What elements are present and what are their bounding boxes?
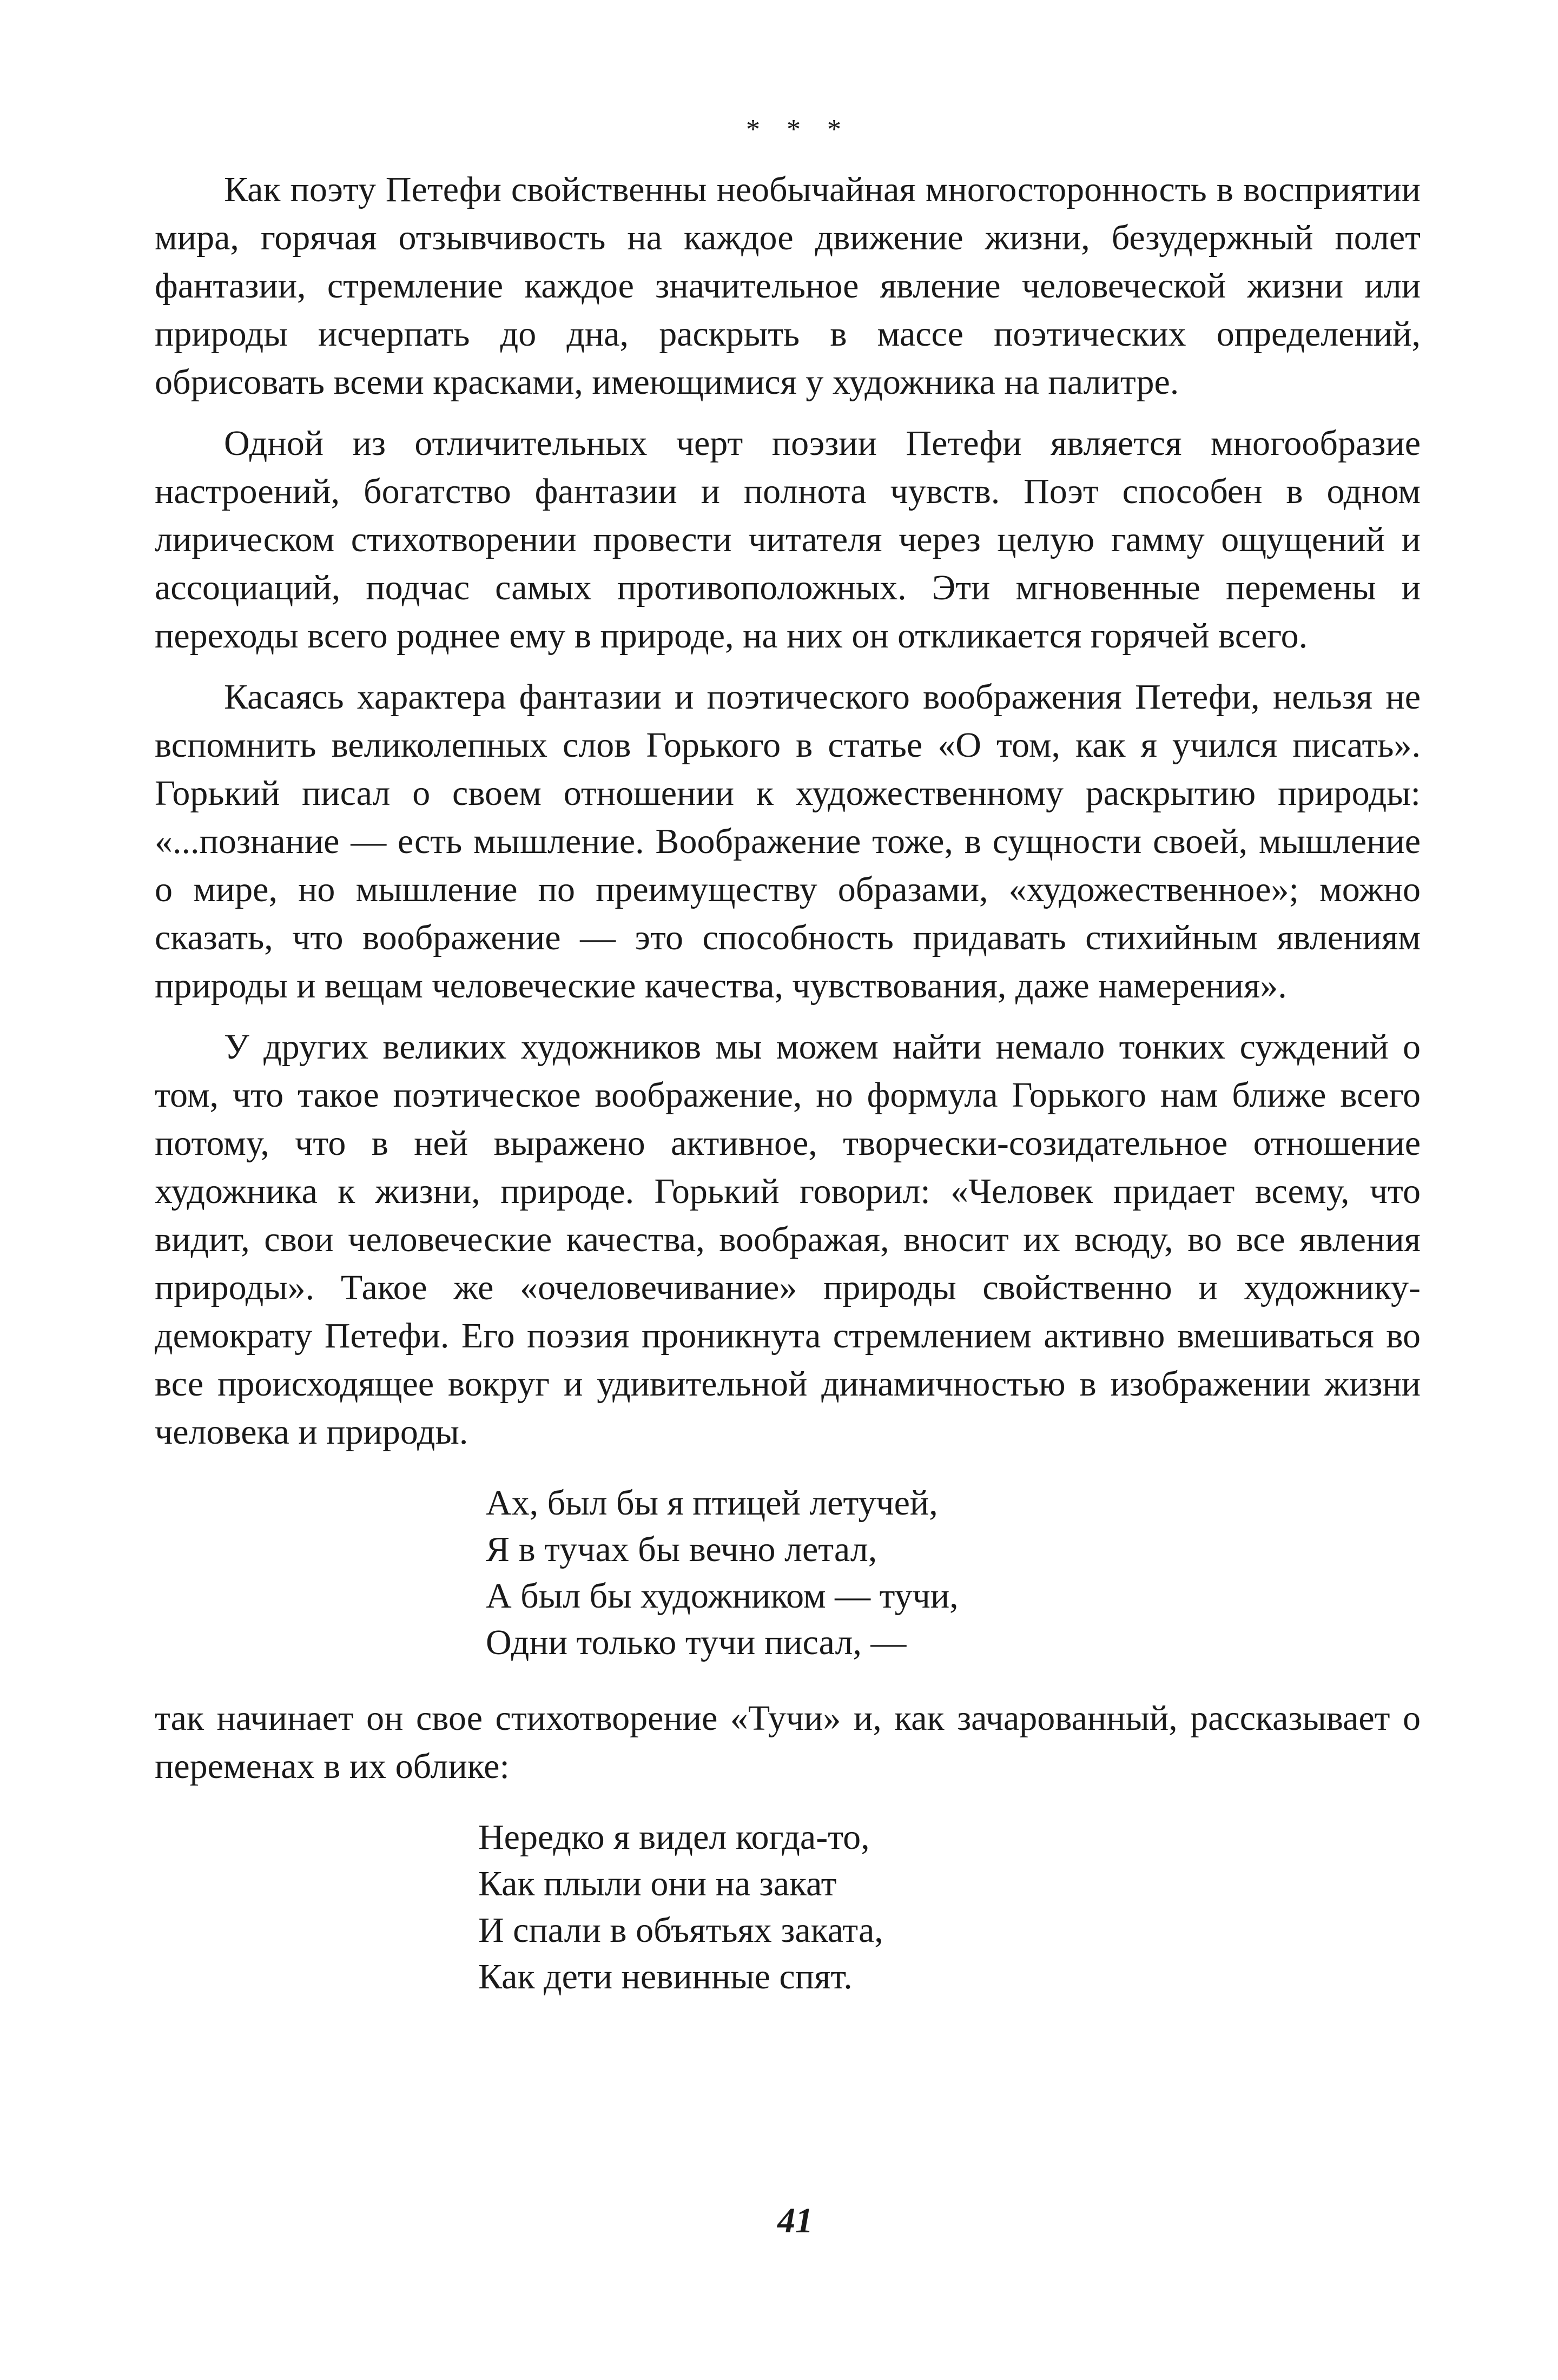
poem-line: Как дети невинные спят. (478, 1957, 853, 1996)
poem-line: Как плыли они на закат (478, 1864, 837, 1903)
poem-line: Я в тучах бы вечно летал, (486, 1530, 877, 1569)
paragraph-4: У других великих художников мы можем найти немало тонких суждений о том, что такое поэтическое воображение, но формула Горького нам ближе всего потому, что в ней выражено активное, творчески-созидательное отношение художника к жизни, природе. Горький говорил: «Человек придает всему, что видит, свои человеческие качества, воображая, вносит их всюду, во все явления природы». Такое же «очеловечивание» природы свойственно и художнику-демократу Петефи. Его поэзия проникнута стремлением активно вмешиваться во все происходящее вокруг и удивительной динамичностью в изображении жизни человека и природы. (155, 1027, 1421, 1452)
poem-stanza-2 (478, 1814, 1421, 2000)
paragraph-2: Одной из отличительных черт поэзии Петефи является многообразие настроений, богатство фантазии и полнота чувств. Поэт способен в одном лирическом стихотворении провести читателя через целую гамму ощущений и ассоциаций, подчас самых противоположных. Эти мгновенные перемены и переходы всего роднее ему в природе, на них он откликается горячей всего. (155, 424, 1421, 656)
poem-line: И спали в объятьях заката, (478, 1910, 883, 1950)
poem-line: Одни только тучи писал, — (486, 1623, 907, 1662)
poem-line: А был бы художником — тучи, (486, 1576, 959, 1616)
poem-line: Нередко я видел когда-то, (478, 1817, 870, 1857)
poem-stanza-1 (486, 1480, 1421, 1666)
paragraph-1: Как поэту Петефи свойственны необычайная многосторонность в восприятии мира, горячая отзывчивость на каждое движение жизни, безудержный полет фантазии, стремление каждое значительное явление человеческой жизни или природы исчерпать до дна, раскрыть в массе поэтических определений, обрисовать всеми красками, имеющимися у художника на палитре. (155, 170, 1421, 402)
poem-line: Ах, был бы я птицей летучей, (486, 1483, 938, 1523)
section-ornament: * * * (746, 114, 851, 145)
page-body (155, 114, 1421, 2028)
page-number: 41 (777, 2201, 813, 2240)
continuation-paragraph: так начинает он свое стихотворение «Тучи» и, как зачарованный, рассказывает о переменах в их облике: (155, 1698, 1421, 1786)
paragraph-3: Касаясь характера фантазии и поэтического воображения Петефи, нельзя не вспомнить великолепных слов Горького в статье «О том, как я учился писать». Горький писал о своем отношении к художественному раскрытию природы: «...познание — есть мышление. Воображение тоже, в сущности своей, мышление о мире, но мышление по преимуществу образами, «художественное»; можно сказать, что воображение — это способность придавать стихийным явлениям природы и вещам человеческие качества, чувствования, даже намерения». (155, 677, 1421, 1006)
